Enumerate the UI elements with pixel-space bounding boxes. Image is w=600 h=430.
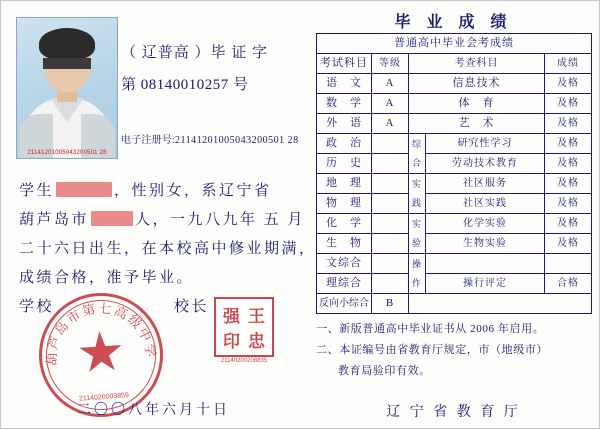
group-char-5: 实 (411, 218, 422, 229)
certificate-number-prefix: 第 (121, 77, 137, 93)
certificate-number-line (121, 73, 249, 94)
body-row-3: 二十六日出生，在本校高中修业期满， (19, 241, 317, 257)
table-row (317, 74, 592, 94)
svg-text:葫芦岛市第七高级中学: 葫芦岛市第七高级中学 (44, 300, 159, 366)
result-cell: 及格 (545, 154, 592, 174)
subject-cell: 数 学 (317, 94, 372, 114)
note-line-2: 二、本证编号由省教育厅规定，市（地级市） (316, 344, 548, 356)
square-seal-characters (219, 302, 269, 352)
square-seal-char-3: 印 (223, 332, 240, 351)
level-cell (372, 174, 409, 194)
header-exam: 考查科目 (409, 54, 545, 74)
subject-cell: 生 物 (317, 234, 372, 254)
group-label-practice (409, 174, 426, 214)
exam-cell: 体 育 (409, 94, 545, 114)
subject-cell: 外 语 (317, 114, 372, 134)
result-cell: 及格 (545, 174, 592, 194)
subject-cell: 文综合 (317, 254, 372, 274)
subject-cell: 物 理 (317, 194, 372, 214)
subject-cell: 语 文 (317, 74, 372, 94)
grades-caption-row (317, 34, 592, 54)
summary-level: B (372, 294, 409, 314)
issue-date: 二〇〇八年六月十日 (77, 403, 230, 418)
level-cell (372, 154, 409, 174)
group-char-8: 作 (411, 277, 422, 288)
grades-header-row (317, 54, 592, 74)
table-row (317, 254, 592, 274)
group-char-3: 实 (411, 178, 422, 189)
level-cell (372, 254, 409, 274)
certificate-type-line: （ 辽普高 ）毕 证 字 (121, 45, 269, 61)
grades-caption: 普通高中毕业会考成绩 (317, 34, 592, 54)
exam-cell: 信息技术 (409, 74, 545, 94)
origin-redaction (91, 211, 133, 226)
certificate-number-suffix: 号 (233, 77, 249, 93)
body-row-5: 学校 校长 (19, 299, 210, 315)
header-subject: 考试科目 (317, 54, 372, 74)
summary-blank (409, 294, 592, 314)
level-cell (372, 194, 409, 214)
certificate-number-value: 08140010257 (140, 77, 229, 93)
result-cell: 及格 (545, 214, 592, 234)
name-redaction (56, 182, 112, 197)
summary-subject: 反向小综合 (317, 294, 372, 314)
header-result: 成绩 (545, 54, 592, 74)
level-cell: A (372, 94, 409, 114)
registration-line (121, 131, 299, 146)
table-row (317, 234, 592, 254)
table-row (317, 274, 592, 294)
group-char-1: 综 (411, 138, 422, 149)
body-row-1: 学生 ，性别女，系辽宁省 (19, 183, 272, 199)
certificate-right-panel (306, 1, 600, 430)
subject-cell: 化 学 (317, 214, 372, 234)
table-row (317, 194, 592, 214)
square-seal-code: 21140200208835 (220, 358, 268, 364)
level-cell (372, 134, 409, 154)
result-cell: 及格 (545, 74, 592, 94)
subject-cell: 地 理 (317, 174, 372, 194)
exam-cell (426, 254, 545, 274)
certificate-left-panel (1, 1, 317, 430)
table-row (317, 94, 592, 114)
note-line-3: 教育局验印有效。 (338, 365, 431, 377)
table-row (317, 134, 592, 154)
square-seal-char-1: 强 (223, 307, 240, 326)
note-line-1: 一、新版普通高中毕业证书从 2006 年启用。 (316, 323, 545, 335)
subject-cell: 理综合 (317, 274, 372, 294)
result-cell (545, 254, 592, 274)
result-cell: 及格 (545, 114, 592, 134)
issuing-department: 辽 宁 省 教 育 厅 (386, 405, 521, 420)
result-cell: 及格 (545, 134, 592, 154)
exam-cell: 生物实验 (426, 234, 545, 254)
level-cell: A (372, 114, 409, 134)
subject-cell: 历 史 (317, 154, 372, 174)
result-cell: 及格 (545, 94, 592, 114)
group-label-comprehensive (409, 134, 426, 174)
student-photo (16, 17, 118, 159)
principal-square-seal (214, 297, 274, 364)
seal-number: 2114020003859 (78, 392, 130, 403)
square-seal-char-2: 王 (248, 307, 265, 326)
table-row-summary (317, 294, 592, 314)
level-cell (372, 234, 409, 254)
exam-cell: 社区服务 (426, 174, 545, 194)
group-char-6: 验 (411, 237, 422, 248)
body-row-2: 葫芦岛市 人，一九八九年 五 月 (19, 212, 306, 228)
grades-table (316, 33, 592, 314)
table-row (317, 174, 592, 194)
grades-title: 毕 业 成 绩 (394, 14, 513, 31)
header-level: 等级 (372, 54, 409, 74)
table-row (317, 154, 592, 174)
photo-hair (39, 28, 95, 60)
table-row (317, 114, 592, 134)
body-row-4: 成绩合格，准予毕业。 (19, 270, 195, 286)
exam-cell: 艺 术 (409, 114, 545, 134)
certificate-notes (316, 319, 596, 382)
level-cell (372, 214, 409, 234)
exam-cell: 社区实践 (426, 194, 545, 214)
exam-cell: 操行评定 (426, 274, 545, 294)
group-label-operation (409, 254, 426, 294)
group-char-2: 合 (411, 157, 422, 168)
registration-number: 21141201005043200501 28 (174, 135, 299, 146)
table-row (317, 214, 592, 234)
result-cell: 及格 (545, 194, 592, 214)
photo-eye-redaction-bar (43, 58, 91, 69)
level-cell: A (372, 74, 409, 94)
photo-printed-code: 21141201005043200501 28 (27, 150, 107, 156)
level-cell (372, 274, 409, 294)
registration-label: 电子注册号: (121, 135, 175, 146)
exam-cell: 化学实验 (426, 214, 545, 234)
result-cell: 合格 (545, 274, 592, 294)
exam-cell: 研究性学习 (426, 134, 545, 154)
group-label-experiment (409, 214, 426, 254)
group-char-7: 操 (411, 258, 422, 269)
result-cell: 及格 (545, 234, 592, 254)
square-seal-char-4: 忠 (248, 332, 265, 351)
subject-cell: 政 治 (317, 134, 372, 154)
group-char-4: 践 (411, 197, 422, 208)
exam-cell: 劳动技术教育 (426, 154, 545, 174)
